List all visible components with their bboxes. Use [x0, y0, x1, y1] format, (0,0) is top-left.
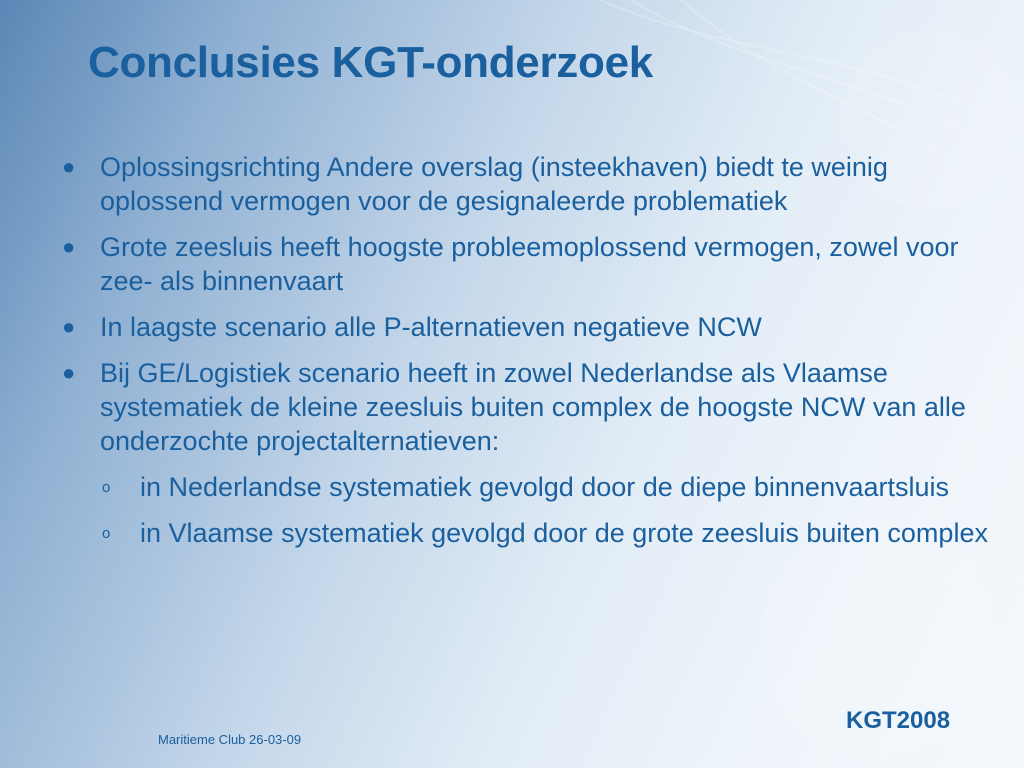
bullet-text: In laagste scenario alle P-alternatieven negatieve NCW: [100, 312, 762, 342]
bullet-marker-icon: ●: [62, 234, 76, 259]
footer-event-date: Maritieme Club 26-03-09: [158, 732, 302, 747]
bullet-list: [58, 150, 1008, 562]
sub-bullet-list: [100, 470, 1008, 550]
sub-bullet-item: [100, 470, 1008, 504]
bullet-item: [58, 150, 1008, 218]
bullet-text: Grote zeesluis heeft hoogste probleemoplossend vermogen, zowel voor zee- als binnenvaart: [100, 232, 959, 296]
sub-bullet-marker-icon: o: [102, 479, 111, 496]
slide-title: Conclusies KGT-onderzoek: [88, 38, 653, 87]
bullet-item: [58, 310, 1008, 344]
bullet-marker-icon: ●: [62, 314, 76, 339]
sub-bullet-text: in Nederlandse systematiek gevolgd door de diepe binnenvaartsluis: [140, 472, 949, 502]
bullet-marker-icon: ●: [62, 360, 76, 385]
bullet-text: Oplossingsrichting Andere overslag (insteekhaven) biedt te weinig oplossend vermogen voor de gesignaleerde problematiek: [100, 152, 888, 216]
bullet-item: [58, 356, 1008, 550]
sub-bullet-item: [100, 516, 1008, 550]
bullet-marker-icon: ●: [62, 154, 76, 179]
sub-bullet-marker-icon: o: [102, 525, 111, 542]
sub-bullet-text: in Vlaamse systematiek gevolgd door de grote zeesluis buiten complex: [140, 518, 988, 548]
bullet-text: Bij GE/Logistiek scenario heeft in zowel Nederlandse als Vlaamse systematiek de kleine zeesluis buiten complex de hoogste NCW van alle onderzochte projectalternatieven:: [100, 358, 966, 456]
bullet-item: [58, 230, 1008, 298]
footer-project-label: KGT2008: [846, 707, 951, 734]
